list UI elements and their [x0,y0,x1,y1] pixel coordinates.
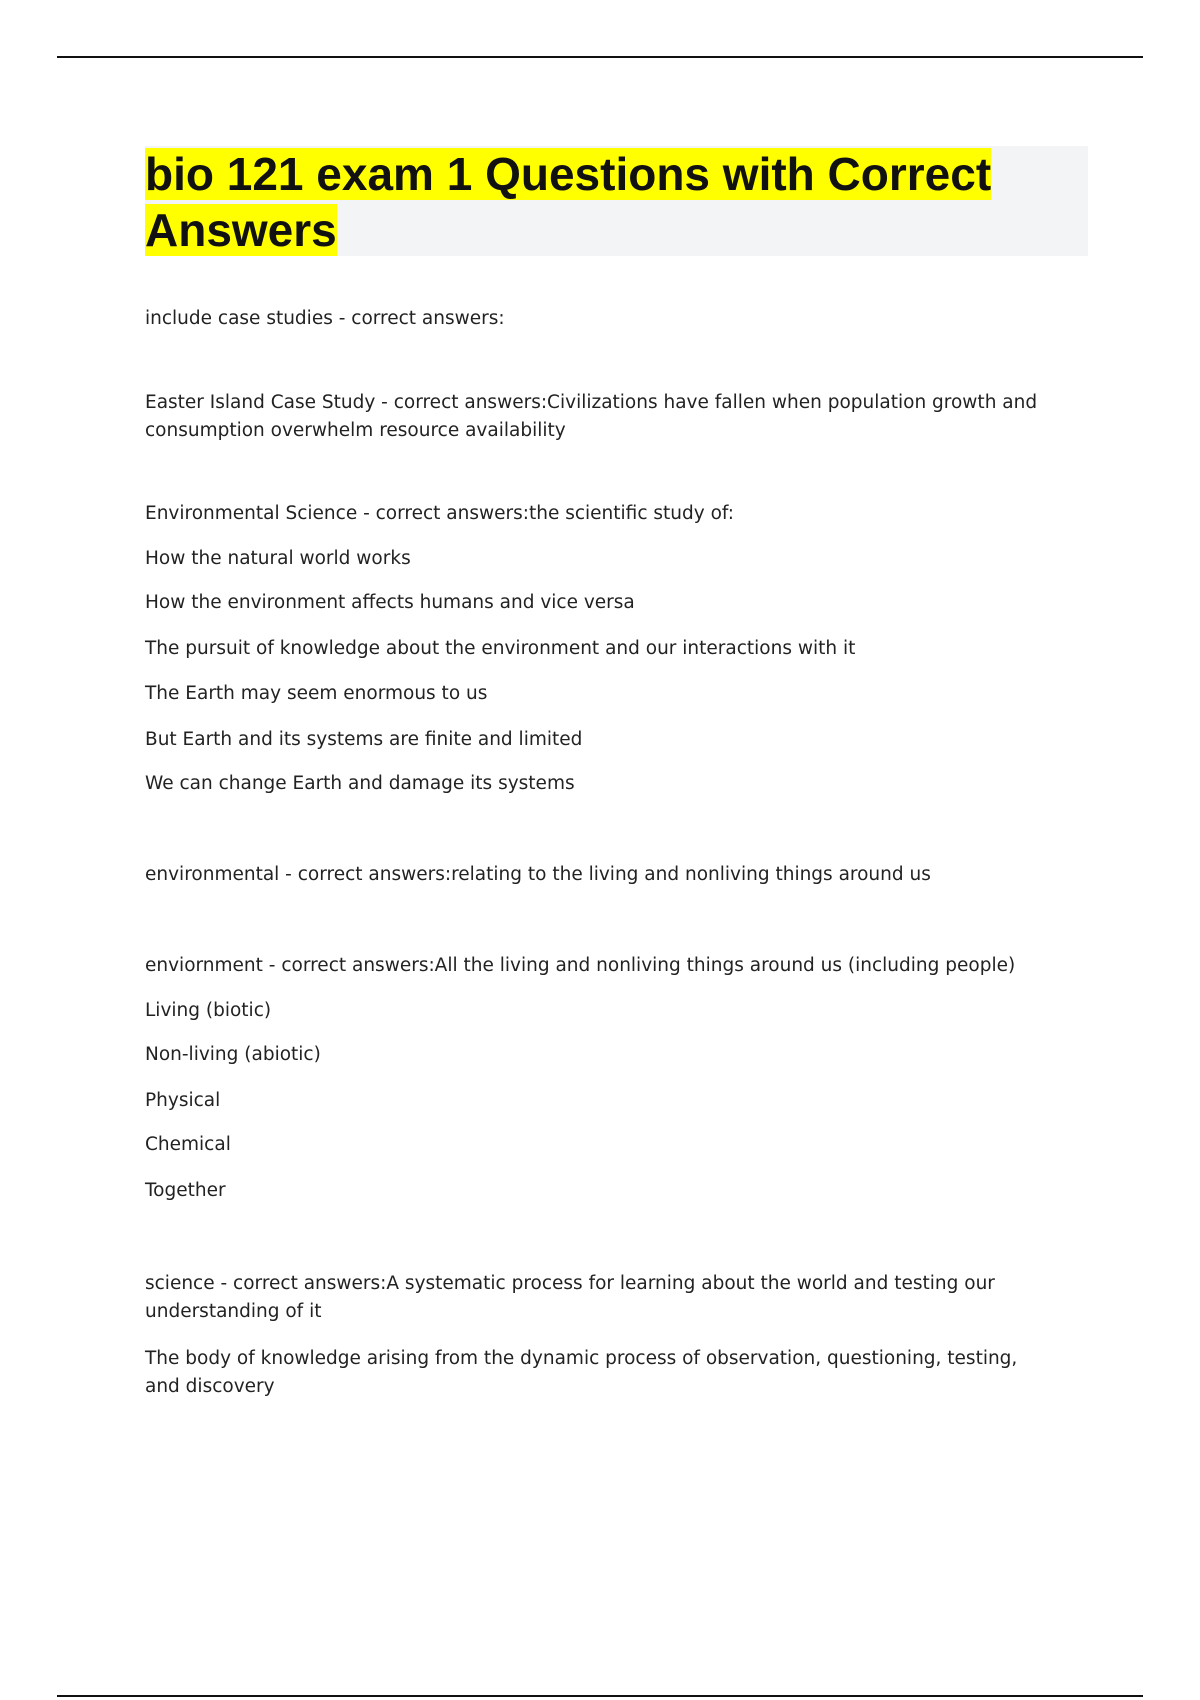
entry-enviornment: enviornment - correct answers:All the living and nonliving things around us (including people) [145,955,1016,976]
title-block [145,146,1088,256]
list-item: We can change Earth and damage its systems [145,773,575,794]
list-item: The Earth may seem enormous to us [145,683,488,704]
list-item: The body of knowledge arising from the dynamic process of observation, questioning, testing, and discovery [145,1348,1018,1397]
list-item: How the natural world works [145,548,411,569]
list-item: Together [145,1180,226,1201]
entry-include-case-studies: include case studies - correct answers: [145,308,505,329]
entry-environmental: environmental - correct answers:relating to the living and nonliving things around us [145,864,931,885]
entry-science: science - correct answers:A systematic process for learning about the world and testing our understanding of it [145,1273,995,1322]
title-highlight: bio 121 exam 1 Questions with Correct Answers [145,148,992,256]
list-item: Living (biotic) [145,1000,272,1021]
list-item: Chemical [145,1134,231,1155]
list-item: Physical [145,1090,221,1111]
list-item: The pursuit of knowledge about the environment and our interactions with it [145,638,856,659]
bottom-rule [57,1695,1143,1697]
entry-easter-island: Easter Island Case Study - correct answers:Civilizations have fallen when population growth and consumption overwhelm resource availability [145,392,1038,441]
entry-environmental-science: Environmental Science - correct answers:the scientific study of: [145,503,734,524]
list-item: Non-living (abiotic) [145,1044,321,1065]
list-item: But Earth and its systems are finite and limited [145,729,583,750]
list-item: How the environment affects humans and vice versa [145,592,635,613]
document-title [145,146,1088,258]
top-rule [57,56,1143,58]
